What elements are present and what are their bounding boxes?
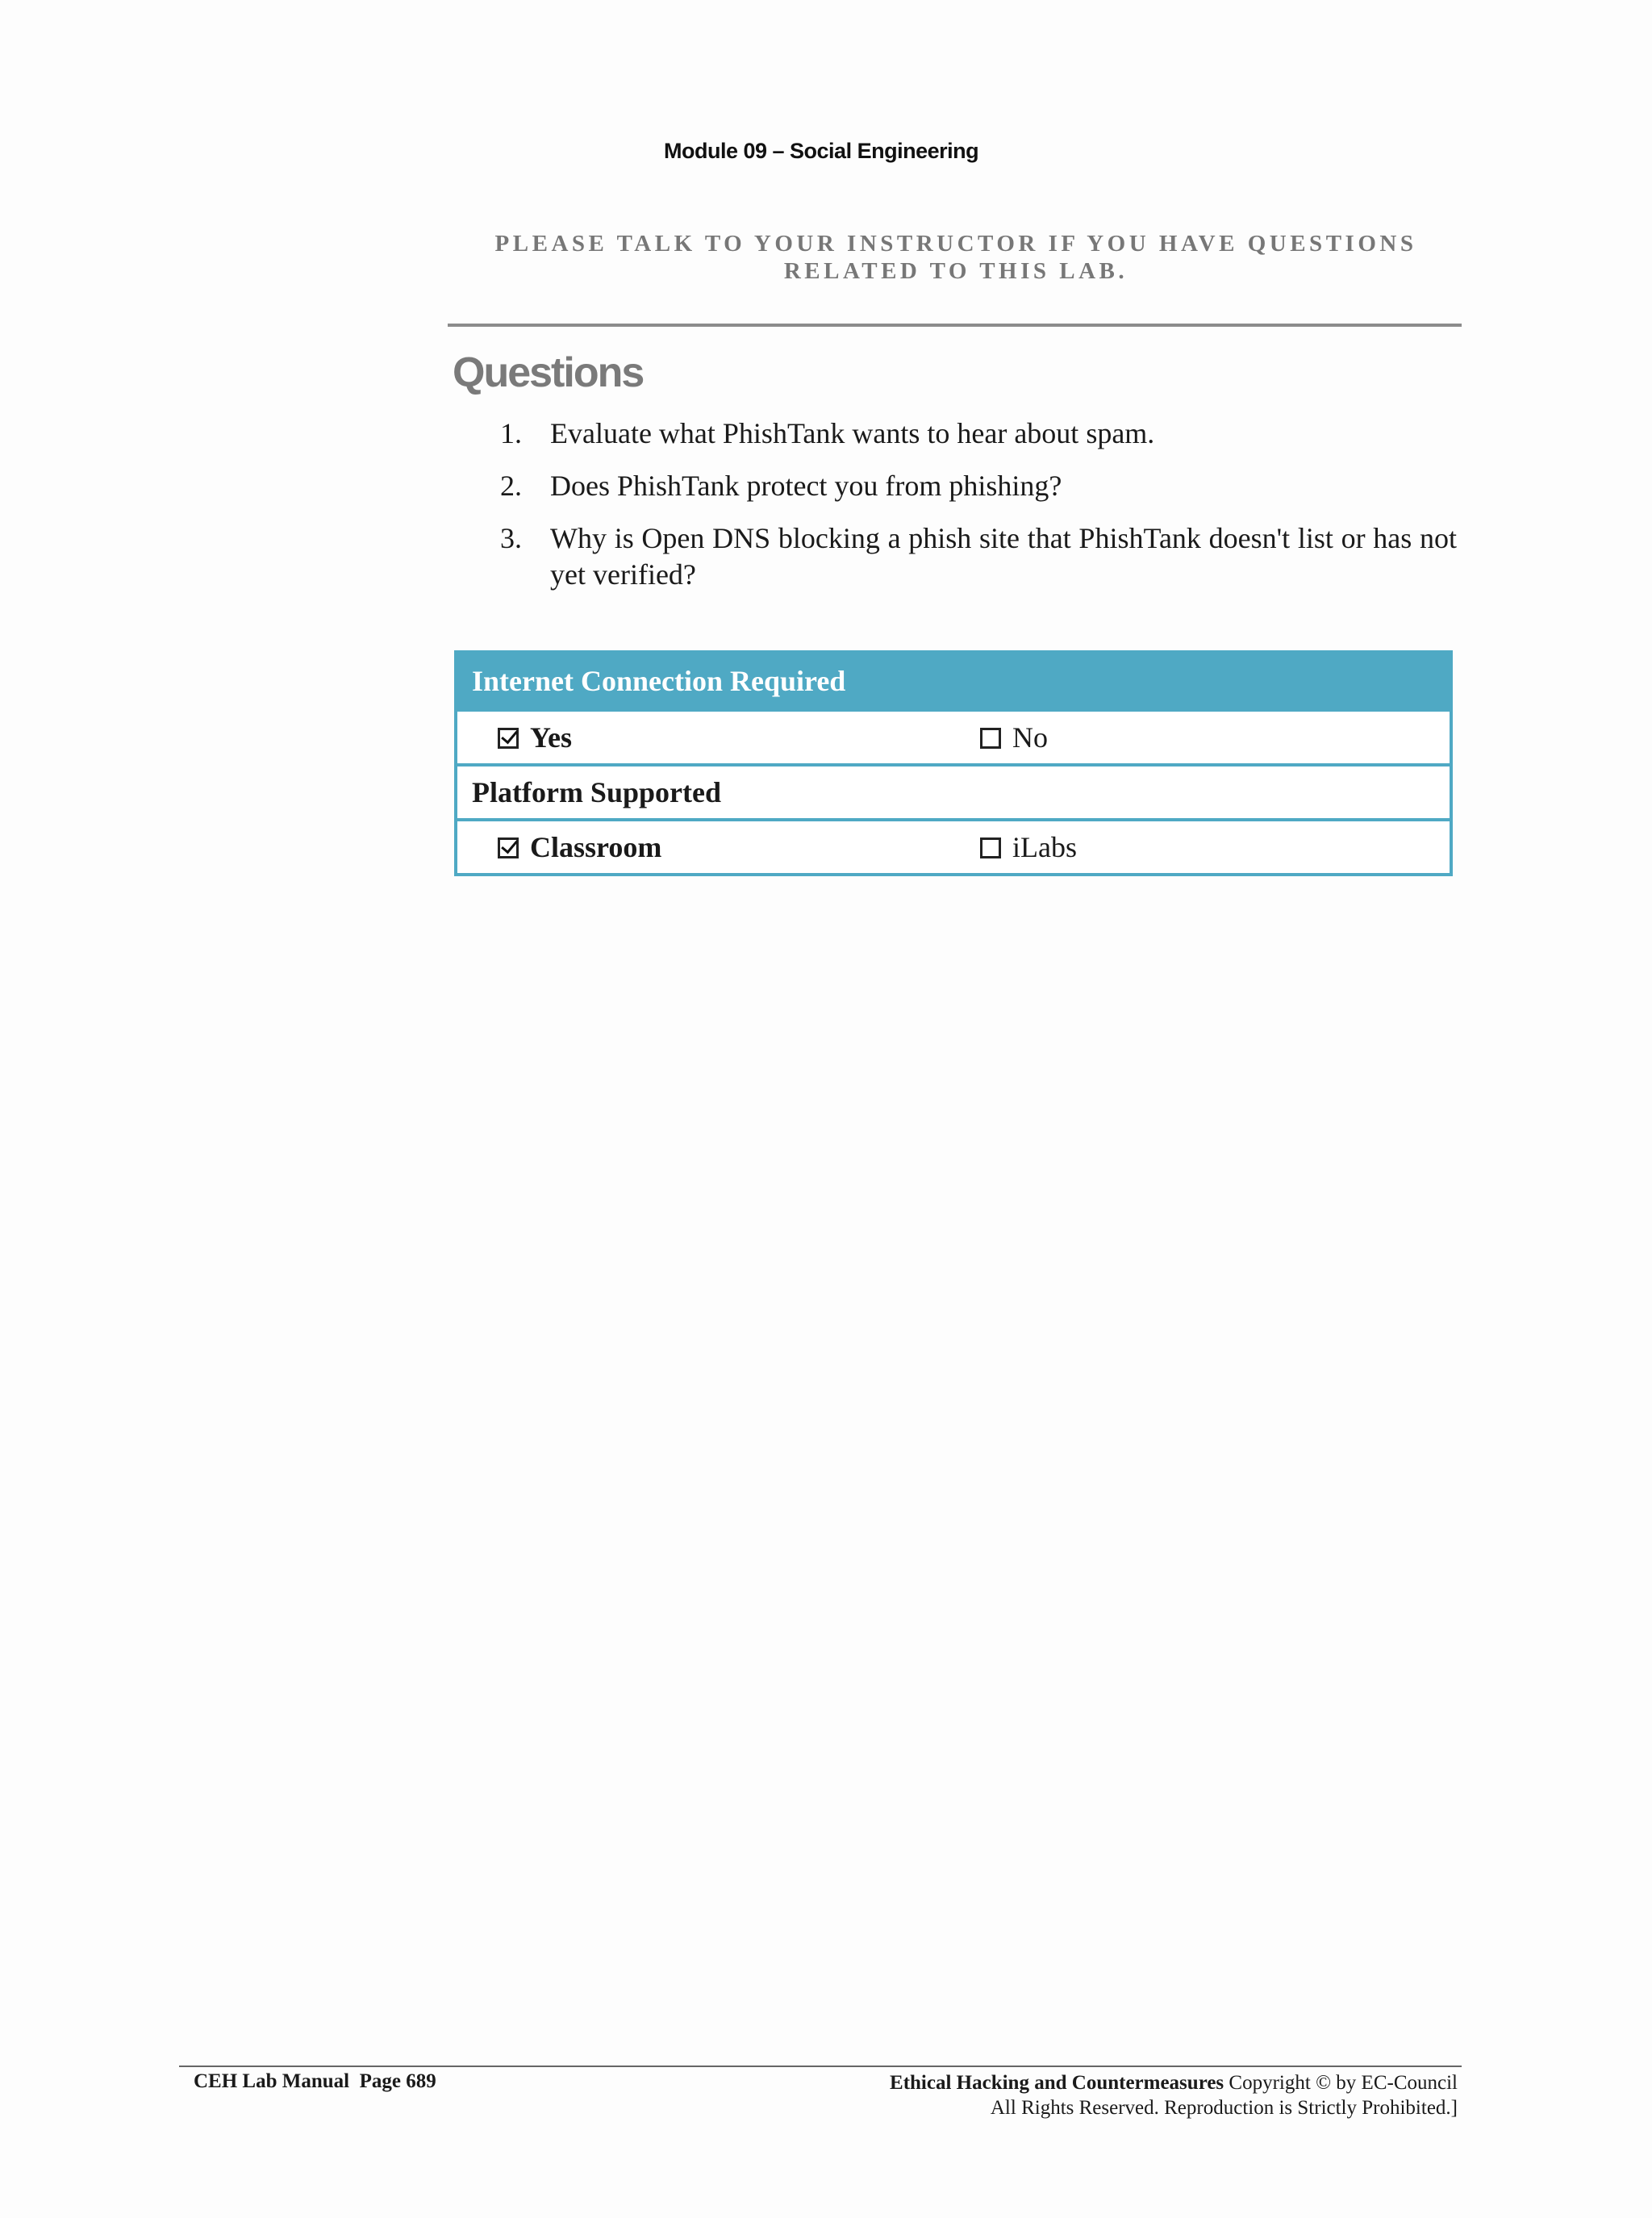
internet-no-option [980,712,1450,763]
question-item [500,520,1457,593]
question-text: Evaluate what PhishTank wants to hear about spam. [550,417,1155,449]
platform-options-row [457,818,1450,873]
module-title: Module 09 – Social Engineering [664,139,979,163]
internet-yes-option [457,712,980,763]
platform-supported-heading: Platform Supported [457,763,1450,818]
question-text: Does PhishTank protect you from phishing? [550,470,1062,502]
platform-classroom-option [457,821,980,873]
platform-classroom-label: Classroom [530,831,662,863]
checked-checkbox-icon [498,837,519,858]
internet-no-label: No [1012,721,1048,754]
internet-options-row [457,708,1450,763]
unchecked-checkbox-icon [980,728,1001,749]
notice-line-2: RELATED TO THIS LAB. [783,258,1128,284]
question-number: 3. [500,522,522,554]
unchecked-checkbox-icon [980,837,1001,858]
footer-copyright-line-2: All Rights Reserved. Reproduction is Strictly Prohibited.] [990,2097,1458,2119]
footer-course-title: Ethical Hacking and Countermeasures [890,2072,1224,2094]
footer-copyright [890,2070,1458,2120]
checked-checkbox-icon [498,728,519,749]
question-text: Why is Open DNS blocking a phish site that PhishTank doesn't list or has not yet verified? [550,522,1457,591]
section-divider [448,324,1462,327]
instructor-notice [452,230,1460,285]
footer-divider [179,2066,1462,2067]
questions-list [500,416,1457,609]
platform-ilabs-option [980,821,1450,873]
requirements-table [454,650,1453,876]
footer-page-label: CEH Lab Manual Page 689 [194,2070,436,2092]
platform-ilabs-label: iLabs [1012,831,1077,863]
question-number: 2. [500,470,522,502]
question-item [500,468,1457,504]
internet-yes-label: Yes [530,721,572,754]
internet-connection-heading: Internet Connection Required [457,654,1450,708]
footer-copyright-text: Copyright © by EC-Council [1224,2072,1458,2094]
footer-copyright-line-1 [890,2070,1458,2095]
questions-heading: Questions [453,349,644,396]
question-number: 1. [500,417,522,449]
notice-line-1: PLEASE TALK TO YOUR INSTRUCTOR IF YOU HAVE QUESTIONS [494,231,1417,257]
question-item [500,416,1457,452]
